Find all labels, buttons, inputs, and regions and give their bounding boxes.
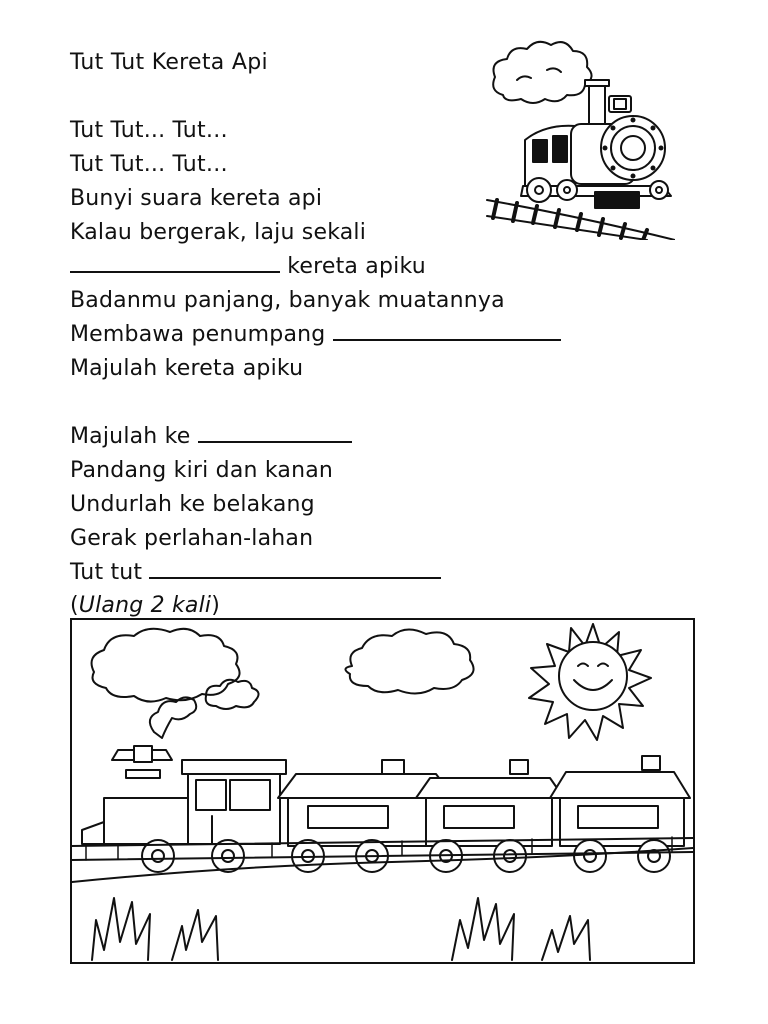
grass-drawing	[172, 910, 218, 960]
grass-drawing	[452, 898, 514, 960]
lyric-line-12: Gerak perlahan-lahan	[70, 526, 314, 551]
lyric-line-9: Majulah ke	[70, 424, 352, 449]
steam-locomotive-illustration	[483, 40, 675, 240]
lyric-line-4: Kalau bergerak, laju sekali	[70, 220, 367, 245]
fill-blank[interactable]	[198, 425, 352, 443]
lyric-line-6: Badanmu panjang, banyak muatannya	[70, 288, 505, 313]
song-title: Tut Tut Kereta Api	[70, 50, 268, 75]
locomotive-drawing	[82, 746, 286, 872]
repeat-note: (Ulang 2 kali)	[70, 593, 221, 618]
lyric-line-7: Membawa penumpang	[70, 322, 561, 347]
lyric-line-1: Tut Tut... Tut…	[70, 118, 228, 143]
sun-drawing	[529, 624, 651, 740]
lyric-line-13: Tut tut	[70, 560, 441, 585]
grass-drawing	[92, 898, 150, 960]
lyric-line-11: Undurlah ke belakang	[70, 492, 315, 517]
cloud-shape	[92, 629, 240, 702]
fill-blank[interactable]	[333, 323, 561, 341]
fill-blank[interactable]	[70, 255, 280, 273]
lyric-line-8: Majulah kereta apiku	[70, 356, 304, 381]
fill-blank[interactable]	[149, 561, 441, 579]
cloud-shape	[345, 629, 473, 693]
lyric-line-2: Tut Tut... Tut…	[70, 152, 228, 177]
grass-drawing	[542, 916, 590, 960]
lyric-line-5: kereta apiku	[70, 254, 426, 279]
lyric-line-3: Bunyi suara kereta api	[70, 186, 323, 211]
train-scene-illustration	[70, 618, 695, 964]
lyric-line-10: Pandang kiri dan kanan	[70, 458, 334, 483]
